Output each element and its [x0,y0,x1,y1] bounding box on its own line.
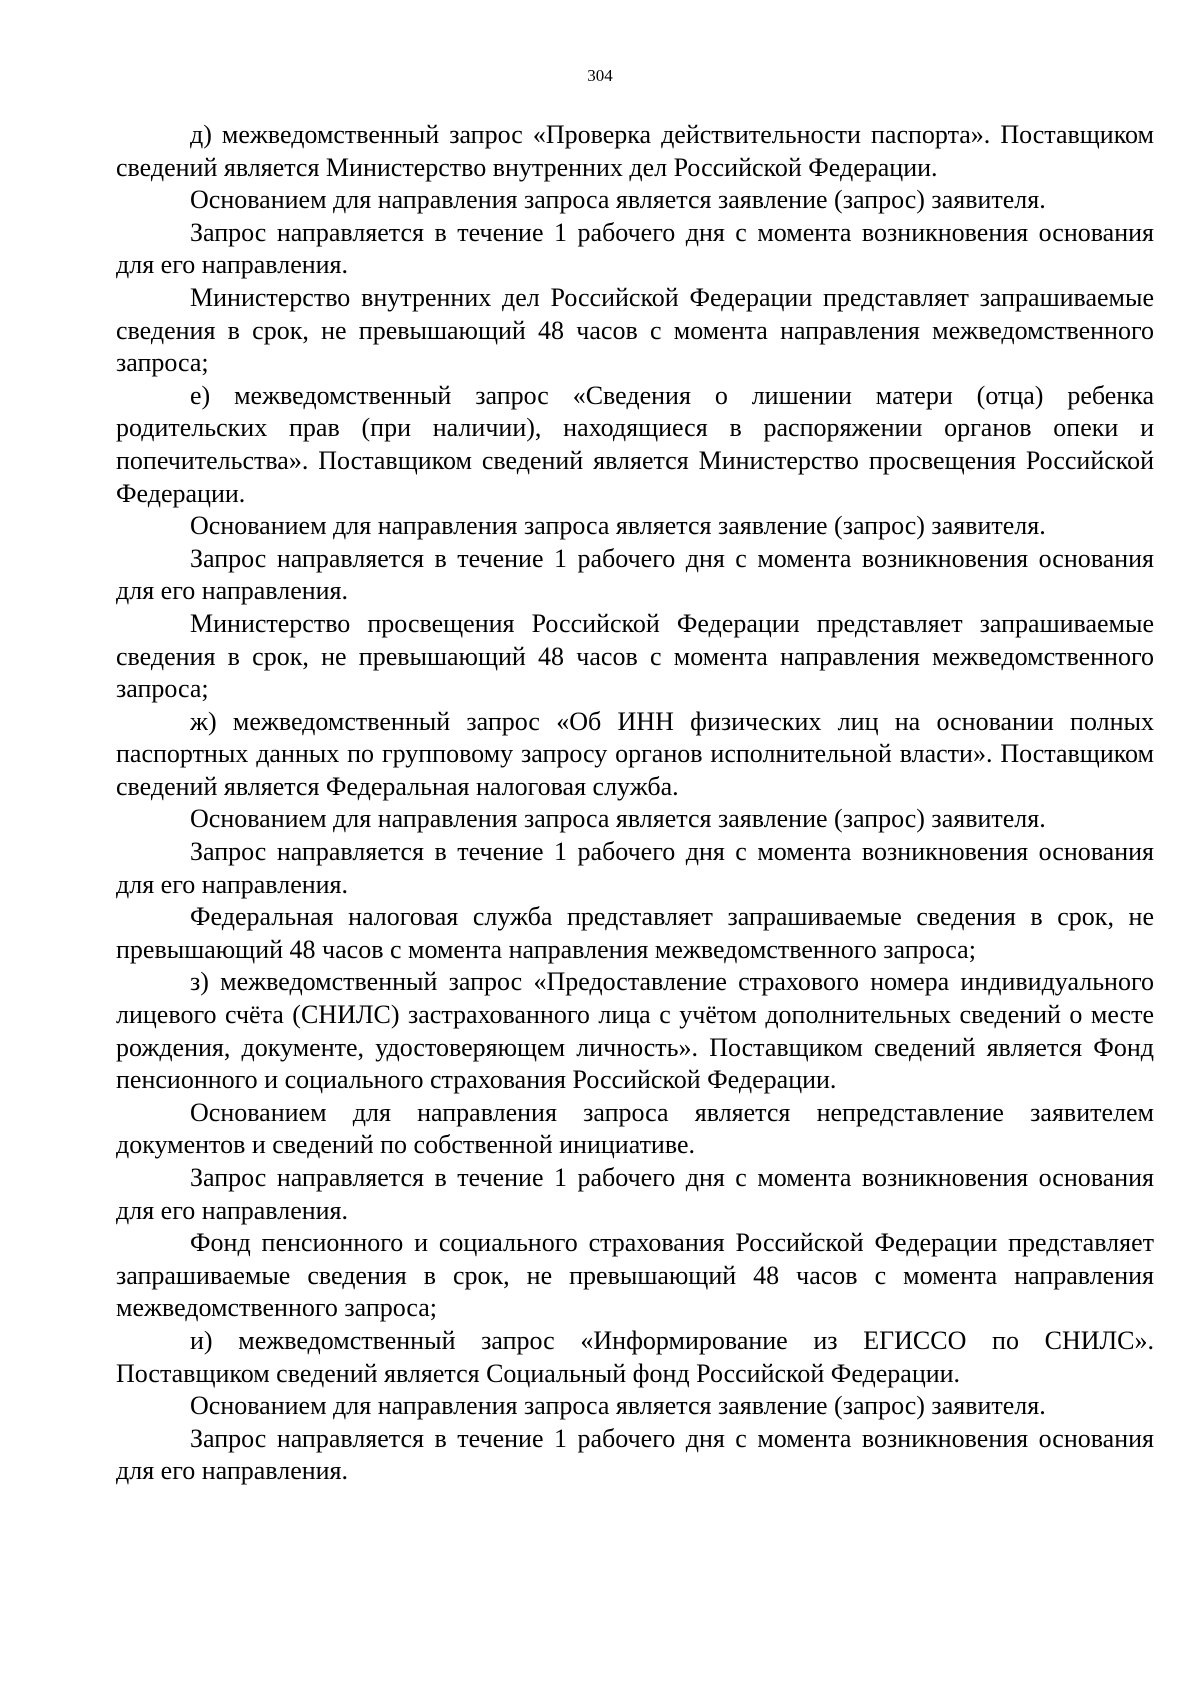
document-body [116,119,1154,1488]
paragraph-e-request: е) межведомственный запрос «Сведения о лишении матери (отца) ребенка родительских прав (при наличии), находящиеся в распоряжении органов опеки и попечительства». Поставщиком сведений является Министерство просвещения Российской Федерации. [116,380,1154,508]
paragraph-timing: Запрос направляется в течение 1 рабочего дня с момента возникновения основания для его направления. [116,543,1154,606]
paragraph-d-request: д) межведомственный запрос «Проверка действительности паспорта». Поставщиком сведений является Министерство внутренних дел Российской Федерации. [116,120,1154,182]
paragraph-timing: Запрос направляется в течение 1 рабочего дня с момента возникновения основания для его направления. [116,1163,1154,1225]
page-number: 304 [587,66,613,85]
paragraph-timing: Запрос направляется в течение 1 рабочего дня с момента возникновения основания для его направления. [116,217,1154,280]
paragraph-response-term: Федеральная налоговая служба представляет запрашиваемые сведения в срок, не превышающий 48 часов с момента направления межведомственного запроса; [116,902,1154,964]
paragraph-response-term: Министерство просвещения Российской Федерации представляет запрашиваемые сведения в срок, не превышающий 48 часов с момента направления межведомственного запроса; [116,608,1154,704]
paragraph-basis: Основанием для направления запроса является заявление (запрос) заявителя. [190,511,1046,541]
paragraph-basis: Основанием для направления запроса является непредставление заявителем документов и сведений по собственной инициативе. [116,1097,1154,1160]
paragraph-timing: Запрос направляется в течение 1 рабочего дня с момента возникновения основания для его направления. [116,837,1154,899]
paragraph-basis: Основанием для направления запроса является заявление (запрос) заявителя. [190,1391,1046,1421]
paragraph-timing: Запрос направляется в течение 1 рабочего дня с момента возникновения основания для его направления. [116,1423,1154,1486]
paragraph-basis: Основанием для направления запроса является заявление (запрос) заявителя. [190,804,1046,834]
paragraph-basis: Основанием для направления запроса является заявление (запрос) заявителя. [190,185,1046,215]
paragraph-i-request: и) межведомственный запрос «Информирование из ЕГИССО по СНИЛС». Поставщиком сведений является Социальный фонд Российской Федерации. [116,1325,1154,1388]
paragraph-response-term: Министерство внутренних дел Российской Федерации представляет запрашиваемые сведения в срок, не превышающий 48 часов с момента направления межведомственного запроса; [116,282,1154,378]
paragraph-z-request: з) межведомственный запрос «Предоставление страхового номера индивидуального лицевого счёта (СНИЛС) застрахованного лица с учётом дополнительных сведений о месте рождения, документе, удостоверяющем личность». Поставщиком сведений является Фонд пенсионного и социального страхования Российской Федерации. [116,967,1154,1095]
paragraph-response-term: Фонд пенсионного и социального страхования Российской Федерации представляет запрашиваемые сведения в срок, не превышающий 48 часов с момента направления межведомственного запроса; [116,1228,1154,1323]
paragraph-zh-request: ж) межведомственный запрос «Об ИНН физических лиц на основании полных паспортных данных по групповому запросу органов исполнительной власти». Поставщиком сведений является Федеральная налоговая служба. [116,706,1154,801]
